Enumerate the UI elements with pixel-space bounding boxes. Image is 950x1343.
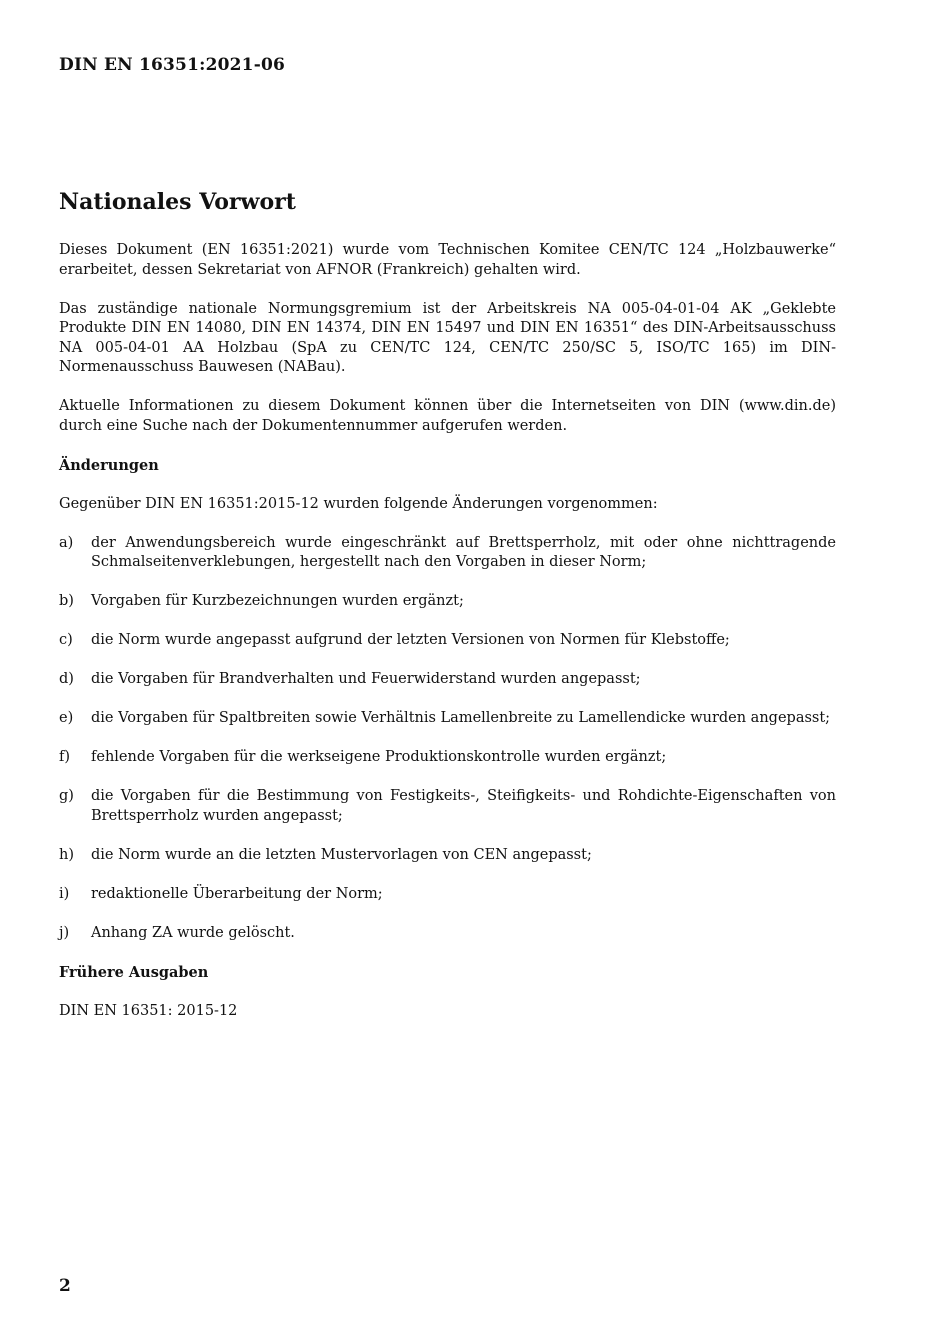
list-marker: f)	[59, 749, 71, 765]
list-marker: a)	[59, 534, 74, 551]
list-item-text: die Norm wurde angepasst aufgrund der letzten Versionen von Normen für Klebstoffe;	[91, 632, 730, 648]
paragraph-information: Aktuelle Informationen zu diesem Dokument können über die Internetseiten von DIN (www.din.de) durch eine Suche nach der Dokumentennummer aufgerufen werden.	[59, 398, 836, 434]
list-item	[59, 670, 836, 690]
list-item	[59, 885, 836, 905]
list-marker: d)	[59, 671, 74, 687]
changes-intro: Gegenüber DIN EN 16351:2015-12 wurden folgende Änderungen vorgenommen:	[59, 495, 658, 512]
list-item-text: die Vorgaben für Brandverhalten und Feuerwiderstand wurden angepasst;	[91, 671, 641, 687]
list-marker: b)	[59, 593, 74, 609]
changes-list	[59, 534, 836, 944]
list-item	[59, 846, 836, 866]
earlier-editions-text: DIN EN 16351: 2015-12	[59, 1002, 238, 1019]
list-item	[59, 592, 836, 612]
list-item-text: die Vorgaben für die Bestimmung von Festigkeits-, Steifigkeits- und Rohdichte-Eigenschaften von Brettsperrholz wurden angepasst;	[91, 788, 836, 824]
list-item	[59, 748, 836, 768]
list-marker: g)	[59, 788, 74, 804]
list-item-text: Anhang ZA wurde gelöscht.	[91, 924, 295, 941]
list-item-text: der Anwendungsbereich wurde eingeschränkt auf Brettsperrholz, mit oder ohne nichttragende Schmalseitenverklebungen, hergestellt nach den Vorgaben in dieser Norm;	[91, 534, 836, 570]
earlier-editions-heading: Frühere Ausgaben	[59, 963, 209, 981]
list-item-text: fehlende Vorgaben für die werkseigene Produktionskontrolle wurden ergänzt;	[91, 749, 667, 765]
list-item-text: die Norm wurde an die letzten Mustervorlagen von CEN angepasst;	[91, 846, 592, 863]
paragraph-standards-body: Das zuständige nationale Normungsgremium ist der Arbeitskreis NA 005-04-01-04 AK „Geklebte Produkte DIN EN 14080, DIN EN 14374, DIN EN 15497 und DIN EN 16351“ des DIN-Arbeitsausschuss NA 005-04-01 AA Holzbau (SpA zu CEN/TC 124, CEN/TC 250/SC 5, ISO/TC 165) im DIN-Normenausschuss Bauwesen (NABau).	[59, 300, 836, 375]
list-marker: h)	[59, 846, 74, 863]
paragraph-committee: Dieses Dokument (EN 16351:2021) wurde vom Technischen Komitee CEN/TC 124 „Holzbauwerke“ erarbeitet, dessen Sekretariat von AFNOR (Frankreich) gehalten wird.	[59, 242, 836, 278]
list-item-text: redaktionelle Überarbeitung der Norm;	[91, 885, 383, 902]
page-number: 2	[59, 1276, 71, 1296]
page-content	[59, 188, 836, 1041]
list-marker: i)	[59, 885, 70, 902]
list-marker: e)	[59, 710, 74, 726]
page-title: Nationales Vorwort	[59, 189, 296, 215]
list-marker: c)	[59, 632, 73, 648]
document-id-header: DIN EN 16351:2021-06	[59, 55, 286, 75]
list-item	[59, 924, 836, 944]
list-item	[59, 709, 836, 729]
list-marker: j)	[59, 924, 70, 941]
list-item	[59, 631, 836, 651]
changes-heading: Änderungen	[59, 456, 159, 474]
list-item-text: Vorgaben für Kurzbezeichnungen wurden ergänzt;	[91, 593, 464, 609]
list-item	[59, 534, 836, 573]
list-item	[59, 787, 836, 826]
list-item-text: die Vorgaben für Spaltbreiten sowie Verhältnis Lamellenbreite zu Lamellendicke wurden angepasst;	[91, 710, 831, 726]
